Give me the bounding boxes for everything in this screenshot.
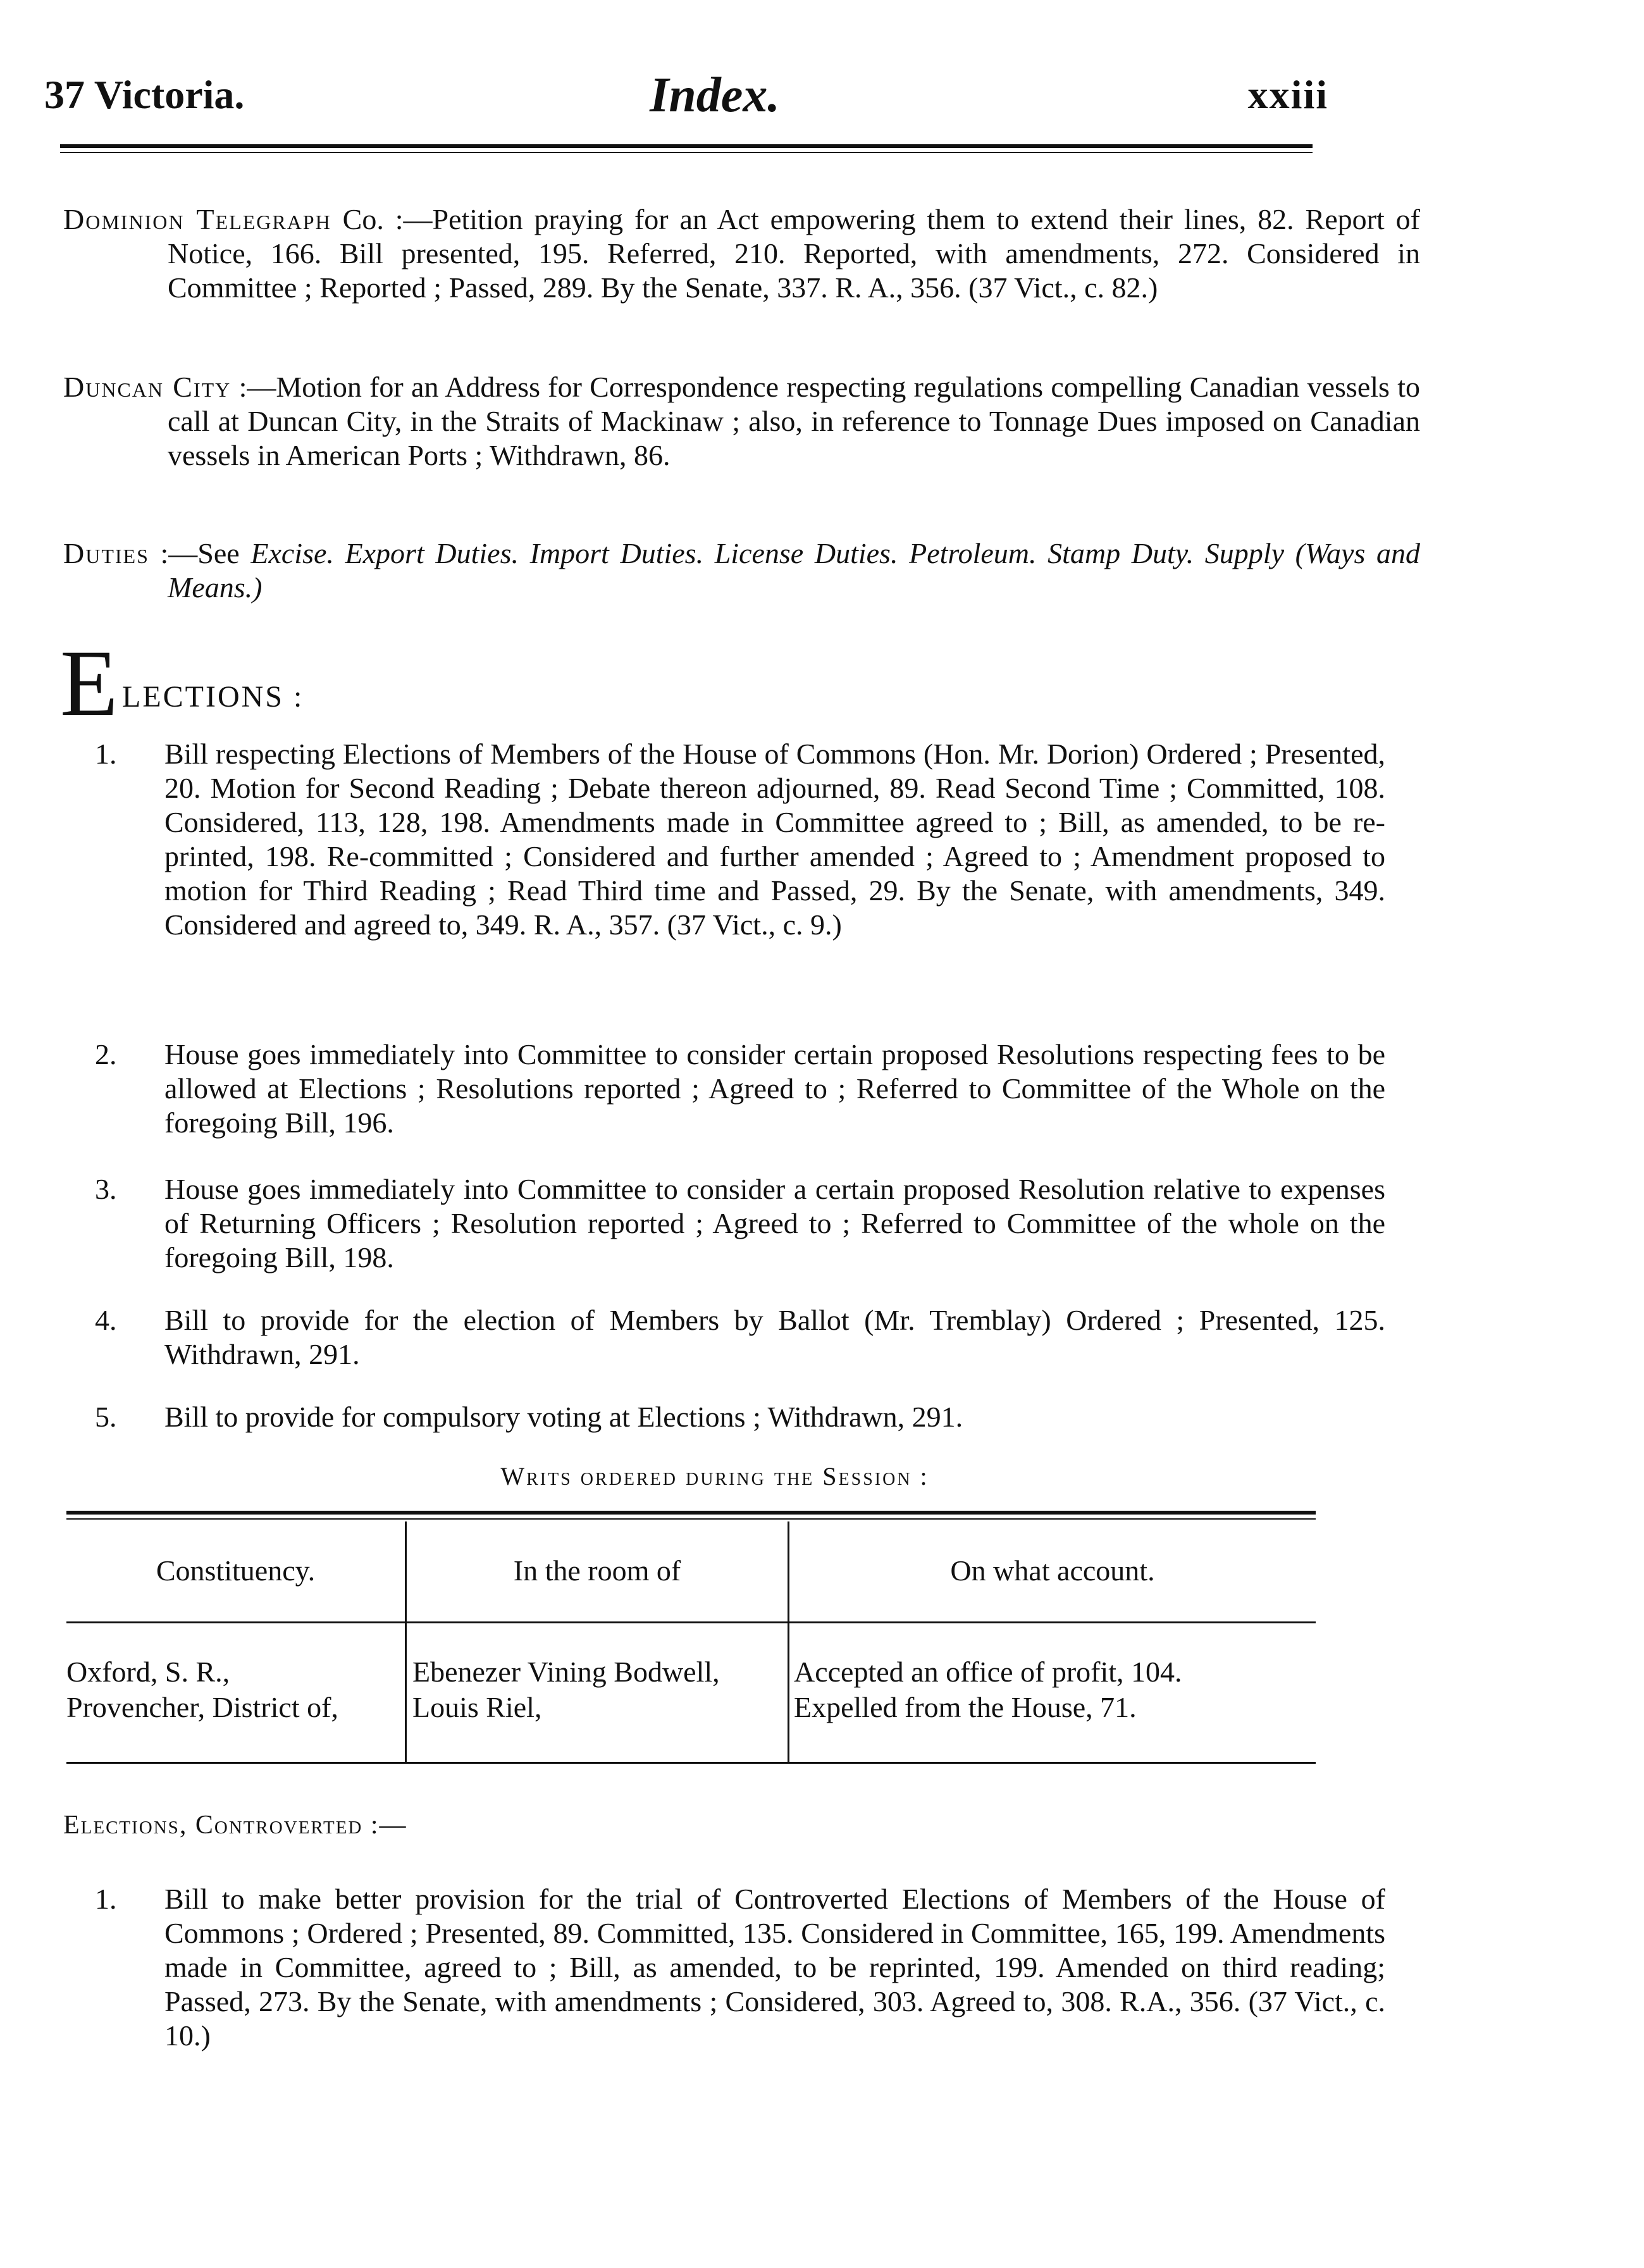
table-rule-top bbox=[66, 1511, 1316, 1515]
item-text: House goes immediately into Committee to consider certain proposed Resolutions respecting fees to be allowed at Elections ; Resolutions reported ; Agreed to ; Referred to Committee of the Whole on the foregoing Bill, 196. bbox=[164, 1038, 1385, 1139]
item-text: Bill to provide for the election of Members by Ballot (Mr. Tremblay) Ordered ; Presented, 125. Withdrawn, 291. bbox=[164, 1304, 1385, 1370]
table-title: Writs ordered during the Session : bbox=[500, 1462, 929, 1490]
entry-cross-references: Excise. Export Duties. Import Duties. License Duties. Petroleum. Stamp Duty. Supply (Ways and Means.) bbox=[168, 537, 1420, 604]
item-text: Bill to provide for compulsory voting at Elections ; Withdrawn, 291. bbox=[164, 1401, 963, 1433]
section-heading-rest: LECTIONS : bbox=[122, 680, 304, 714]
item-number: 4. bbox=[95, 1304, 117, 1336]
page-number: xxiii bbox=[1247, 72, 1328, 117]
table-cell: Louis Riel, bbox=[412, 1691, 542, 1723]
table-rule-top-thin bbox=[66, 1518, 1316, 1520]
item-number: 5. bbox=[95, 1401, 117, 1433]
list-item bbox=[95, 1400, 1385, 1434]
table-rule-bottom bbox=[66, 1762, 1316, 1764]
index-entry-elections-controverted: Elections, Controverted :— bbox=[63, 1811, 407, 1840]
table-cell: Accepted an office of profit, 104. bbox=[794, 1656, 1182, 1688]
index-entry-duncan-city bbox=[63, 370, 1420, 473]
list-item bbox=[95, 1882, 1385, 2053]
table-header-cell: Constituency. bbox=[156, 1554, 316, 1587]
entry-heading: Duncan City bbox=[63, 371, 232, 403]
header-rule-thin bbox=[60, 152, 1313, 153]
item-text: House goes immediately into Committee to consider a certain proposed Resolution relative to expenses of Returning Officers ; Resolution reported ; Agreed to ; Referred to Committee of the whole on the foregoing Bill, 198. bbox=[164, 1173, 1385, 1273]
header-rule-thick bbox=[60, 144, 1313, 148]
item-text: Bill to make better provision for the trial of Controverted Elections of Members of the House of Commons ; Ordered ; Presented, 89. Committed, 135. Considered in Committee, 165, 199. Amendments made in Committee, agreed to ; Bill, as amended, to be reprinted, 199. Amended on third reading; Passed, 273. By the Senate, with amendments ; Considered, 303. Agreed to, 308. R.A., 356. (37 Vict., c. 10.) bbox=[164, 1883, 1385, 2052]
entry-text: :—Motion for an Address for Correspondence respecting regulations compelling Canadian vessels to call at Duncan City, in the Straits of Mackinaw ; also, in reference to Tonnage Dues imposed on Canadian vessels in American Ports ; Withdrawn, 86. bbox=[168, 371, 1421, 471]
list-item bbox=[95, 1303, 1385, 1372]
entry-heading: Dominion Telegraph bbox=[63, 203, 331, 235]
running-header-title: Index. bbox=[650, 67, 780, 122]
drop-cap: E bbox=[60, 631, 118, 736]
section-heading-elections bbox=[60, 631, 629, 736]
table-header-cell: On what account. bbox=[950, 1554, 1155, 1587]
table-rule-header bbox=[66, 1621, 1316, 1623]
index-entry-dominion-telegraph bbox=[63, 202, 1420, 305]
table-cell: Expelled from the House, 71. bbox=[794, 1691, 1137, 1723]
entry-heading: Duties bbox=[63, 537, 149, 569]
running-header-left: 37 Victoria. bbox=[44, 72, 245, 117]
entry-text: :—See bbox=[149, 537, 251, 569]
table-cell: Provencher, District of, bbox=[66, 1691, 338, 1723]
list-item bbox=[95, 1172, 1385, 1275]
entry-text: Co. :—Petition praying for an Act empowering them to extend their lines, 82. Report of Notice, 166. Bill presented, 195. Referred, 210. Reported, with amendments, 272. Considered in Committee ; Reported ; Passed, 289. By the Senate, 337. R. A., 356. (37 Vict., c. 82.) bbox=[168, 203, 1420, 304]
item-number: 3. bbox=[95, 1173, 117, 1205]
list-item bbox=[95, 737, 1385, 942]
table-cell: Ebenezer Vining Bodwell, bbox=[412, 1656, 720, 1688]
item-number: 1. bbox=[95, 1883, 117, 1915]
index-entry-duties bbox=[63, 536, 1420, 605]
item-number: 1. bbox=[95, 738, 117, 770]
list-item bbox=[95, 1038, 1385, 1140]
item-number: 2. bbox=[95, 1038, 117, 1070]
table-cell: Oxford, S. R., bbox=[66, 1656, 230, 1688]
table-header-cell: In the room of bbox=[513, 1554, 681, 1587]
item-text: Bill respecting Elections of Members of the House of Commons (Hon. Mr. Dorion) Ordered ; Presented, 20. Motion for Second Reading ; Debate thereon adjourned, 89. Read Second Time ; Committed, 108. Considered, 113, 128, 198. Amendments made in Committee agreed to ; Bill, as amended, to be re-printed, 198. Re-committed ; Considered and further amended ; Agreed to ; Amendment proposed to motion for Third Reading ; Read Third time and Passed, 29. By the Senate, with amendments, 349. Considered and agreed to, 349. R. A., 357. (37 Vict., c. 9.) bbox=[164, 738, 1385, 941]
